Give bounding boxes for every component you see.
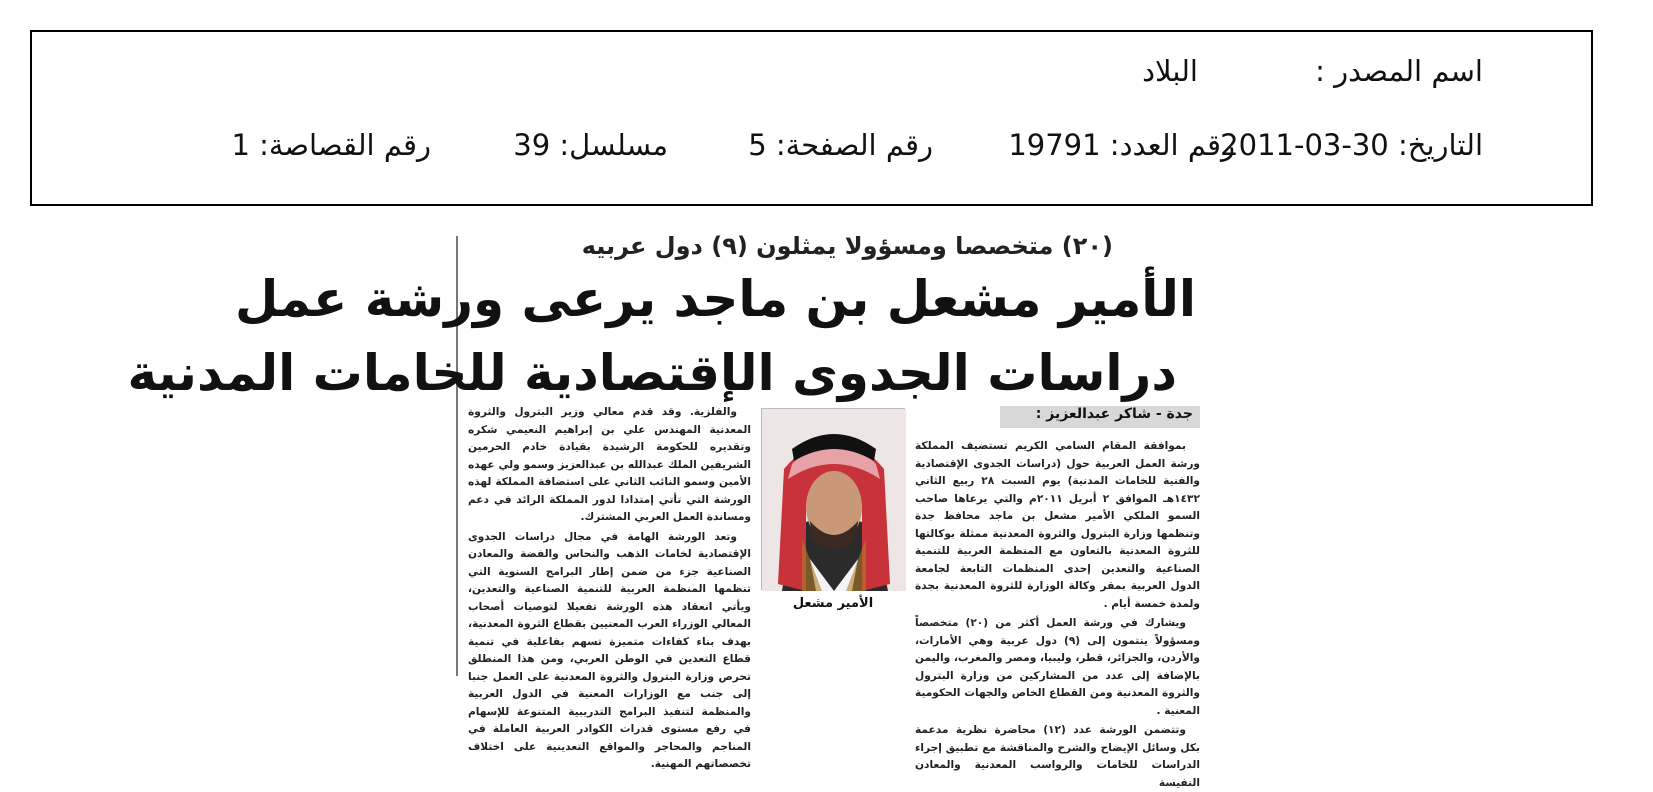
serial-field: مسلسل: 39 [513, 128, 668, 162]
source-value: البلاد [1142, 54, 1198, 88]
article-column-left [468, 404, 751, 770]
headline-line-1: الأمير مشعل بن ماجد يرعى ورشة عمل [235, 270, 1196, 328]
byline: جدة - شاكر عبدالعزيز : [1035, 406, 1193, 422]
date-field: التاريخ: 30-03-2011 [1220, 128, 1483, 162]
clip-number-field: رقم القصاصة: 1 [231, 128, 431, 162]
paragraph: ويشارك في ورشة العمل أكثر من (٢٠) متخصصاً ومسؤولاً ينتمون إلى (٩) دول عربية وهي الأمارات، والأردن، والجزائر، قطر، وليبيا، ومصر والمغرب، واليمن بالإضافة إلى عدد من المشاركين من وزارة البترول والثروة المعدنية ومن القطاع الخاص والجهات الحكومية المعنية . [915, 617, 1200, 717]
portrait-illustration [762, 409, 906, 591]
source-label: اسم المصدر : [1315, 54, 1483, 88]
page-number-field: رقم الصفحة: 5 [748, 128, 933, 162]
issue-number-field: رقم العدد: 19791 [1008, 128, 1235, 162]
paragraph: وتعد الورشة الهامة في مجال دراسات الجدوى الإقتصادية لخامات الذهب والنحاس والفضة والمعادن الصناعية جزء من ضمن إطار البرامج السنوية التي تنظمها المنظمة العربية للتنمية الصناعية والتعدين، ويأتي انعقاد هذه الورشة تفعيلا لتوصيات أصحاب المعالي الوزراء العرب المعنيين بقطاع الثروة المعدنية، بهدف بناء كفاءات متميزة تسهم بفاعلية في تنمية قطاع التعدين في الوطن العربي، ومن هذا المنطلق تحرص وزارة البترول والثروة المعدنية على العمل جنبا إلى جنب مع الوزارات المعنية في الدول العربية والمنظمة لتنفيذ البرامج التدريبية المتنوعة للإسهام في رفع مستوى قدرات الكوادر العربية العاملة في المناجم والمحاجر والمواقع التعدينية على اختلاف تخصصاتهم المهنية. [468, 530, 751, 770]
photo-caption: الأمير مشعل [792, 596, 874, 611]
paragraph: بموافقة المقام السامي الكريم تستضيف المملكة ورشة العمل العربية حول (دراسات الجدوى الإقتصادية والفنية للخامات المدنية) يوم السبت ٢٨ ربيع الثاني ١٤٣٢هـ الموافق ٢ أبريل ٢٠١١م والتي يرعاها صاحب السمو الملكي الأمير مشعل بن ماجد محافظ جدة وتنظمها وزارة البترول والثروة المعدنية ممثلة بوكالتها للثروة المعدنية بالتعاون مع المنظمة العربية للتنمية الصناعية والتعدين إحدى المنظمات التابعة لجامعة الدول العربية بمقر وكالة الوزارة للثروة المعدنية بجدة ولمدة خمسة أيام . [915, 440, 1200, 610]
paragraph: وتتضمن الورشة عدد (١٢) محاضرة نظرية مدعمة بكل وسائل الإيضاح والشرح والمناقشة مع تطبيق إجراء الدراسات للخامات والرواسب المعدنية والمعادن النفيسة [915, 724, 1200, 789]
article-column-right [915, 438, 1200, 789]
portrait-photo [761, 408, 905, 590]
article-kicker: (٢٠) متخصصا ومسؤولا يمثلون (٩) دول عربيه [581, 232, 1113, 260]
paragraph: والفلزية. وقد قدم معالي وزير البترول والثروة المعدنية المهندس علي بن إبراهيم النعيمي شكره وتقديره للحكومة الرشيدة بقيادة خادم الحرمين الشريفين الملك عبدالله بن عبدالعزيز وسمو ولي عهده الأمين وسمو النائب الثاني على استضافة المملكة لهذه الورشة التي تأتي إمتدادا لدور المملكة الرائد في دعم ومساندة العمل العربي المشترك. [468, 406, 751, 523]
headline-line-2: دراسات الجدوى الإقتصادية للخامات المدنية [127, 344, 1177, 402]
